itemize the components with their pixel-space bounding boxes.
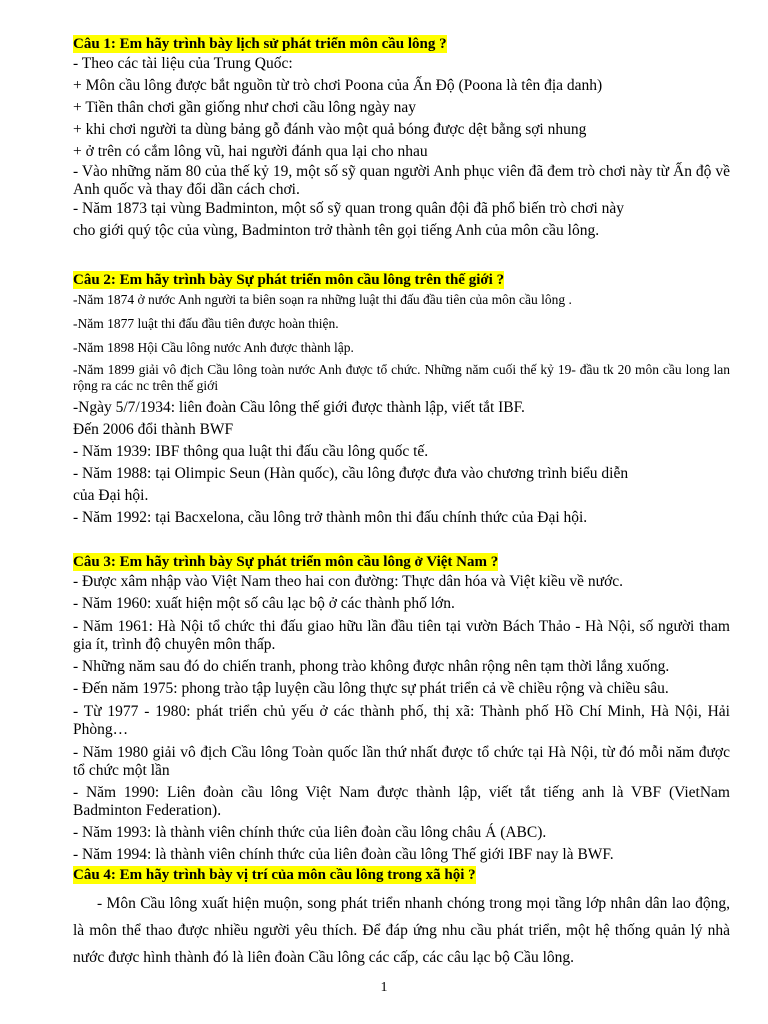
q1-line: - Năm 1873 tại vùng Badminton, một số sỹ quan trong quân đội đã phổ biến trò chơi này	[73, 200, 625, 217]
q3-line: - Được xâm nhập vào Việt Nam theo hai con đường: Thực dân hóa và Việt kiều về nước.	[73, 573, 624, 590]
q3-line: - Năm 1980 giải vô địch Cầu lông Toàn quốc lần thứ nhất được tổ chức tại Hà Nội, từ đó mỗi năm được tổ chức một lần	[73, 744, 730, 779]
q2-line: -Năm 1874 ở nước Anh người ta biên soạn ra những luật thi đấu đầu tiên của môn cầu lông .	[73, 292, 572, 307]
q1-line: - Vào những năm 80 của thế kỷ 19, một số sỹ quan người Anh phục viên đã đem trò chơi này từ Ấn độ về Anh quốc và thay đổi dần cách chơi.	[73, 163, 730, 198]
q4-heading: Câu 4: Em hãy trình bày vị trí của môn cầu lông trong xã hội ?	[73, 867, 476, 883]
q2-line: -Năm 1898 Hội Cầu lông nước Anh được thành lập.	[73, 340, 354, 355]
q2-line: -Năm 1899 giải vô địch Cầu lông toàn nước Anh được tổ chức. Những năm cuối thế kỷ 19- đầu tk 20 môn cầu long lan rộng ra các nc trên thế giới	[73, 362, 730, 393]
q3-line: - Năm 1960: xuất hiện một số câu lạc bộ ở các thành phố lớn.	[73, 595, 455, 612]
q2-line: - Năm 1992: tại Bacxelona, cầu lông trở thành môn thi đấu chính thức của Đại hội.	[73, 509, 588, 526]
q2-line: -Ngày 5/7/1934: liên đoàn Cầu lông thế giới được thành lập, viết tắt IBF.	[73, 399, 525, 416]
section-q1	[73, 35, 730, 242]
q2-line: Đến 2006 đổi thành BWF	[73, 421, 234, 438]
q4-paragraph: - Môn Cầu lông xuất hiện muộn, song phát triển nhanh chóng trong mọi tầng lớp nhân dân lao động, là môn thể thao được nhiều người yêu thích. Để đáp ứng nhu cầu phát triển, một hệ thống quản lý nhà nước được hình thành đó là liên đoàn Cầu lông các cấp, các câu lạc bộ Cầu lông.	[73, 895, 730, 966]
section-q3	[73, 553, 730, 866]
q1-heading: Câu 1: Em hãy trình bày lịch sử phát triển môn cầu lông ?	[73, 36, 447, 52]
q3-line: - Đến năm 1975: phong trào tập luyện cầu lông thực sự phát triển cả về chiều rộng và chiều sâu.	[73, 680, 669, 697]
q3-heading: Câu 3: Em hãy trình bày Sự phát triển môn cầu lông ở Việt Nam ?	[73, 554, 499, 570]
section-q4	[73, 866, 730, 971]
q3-line: - Năm 1961: Hà Nội tổ chức thi đấu giao hữu lần đầu tiên tại vườn Bách Thảo - Hà Nội, số người tham gia ít, trình độ chuyên môn thấp.	[73, 618, 730, 653]
q2-line: của Đại hội.	[73, 487, 149, 504]
q1-line: - Theo các tài liệu của Trung Quốc:	[73, 55, 293, 72]
q3-line: - Năm 1990: Liên đoàn cầu lông Việt Nam được thành lập, viết tắt tiếng anh là VBF (VietNam Badminton Federation).	[73, 784, 730, 819]
q3-line: - Năm 1994: là thành viên chính thức của liên đoàn cầu lông Thế giới IBF nay là BWF.	[73, 846, 614, 863]
q1-line: + khi chơi người ta dùng bảng gỗ đánh vào một quả bóng được dệt bằng sợi nhung	[73, 121, 587, 138]
q1-line: cho giới quý tộc của vùng, Badminton trở thành tên gọi tiếng Anh của môn cầu lông.	[73, 222, 600, 239]
q3-line: - Từ 1977 - 1980: phát triển chủ yếu ở các thành phố, thị xã: Thành phố Hồ Chí Minh, Hà Nội, Hải Phòng…	[73, 703, 730, 738]
page-number: 1	[380, 980, 388, 995]
q2-line: - Năm 1939: IBF thông qua luật thi đấu cầu lông quốc tế.	[73, 443, 429, 460]
q1-line: + Tiền thân chơi gần giống như chơi cầu lông ngày nay	[73, 99, 417, 116]
q3-line: - Năm 1993: là thành viên chính thức của liên đoàn cầu lông châu Á (ABC).	[73, 824, 547, 841]
section-q2	[73, 271, 730, 529]
q2-line: -Năm 1877 luật thi đấu đầu tiên được hoàn thiện.	[73, 316, 339, 331]
q2-line: - Năm 1988: tại Olimpic Seun (Hàn quốc), cầu lông được đưa vào chương trình biểu diễn	[73, 465, 629, 482]
q1-line: + Môn cầu lông được bắt nguồn từ trò chơi Poona của Ấn Độ (Poona là tên địa danh)	[73, 77, 603, 94]
q3-line: - Những năm sau đó do chiến tranh, phong trào không được nhân rộng nên tạm thời lắng xuống.	[73, 658, 670, 675]
q1-line: + ở trên có cắm lông vũ, hai người đánh qua lại cho nhau	[73, 143, 428, 160]
q2-heading: Câu 2: Em hãy trình bày Sự phát triển môn cầu lông trên thế giới ?	[73, 272, 505, 288]
